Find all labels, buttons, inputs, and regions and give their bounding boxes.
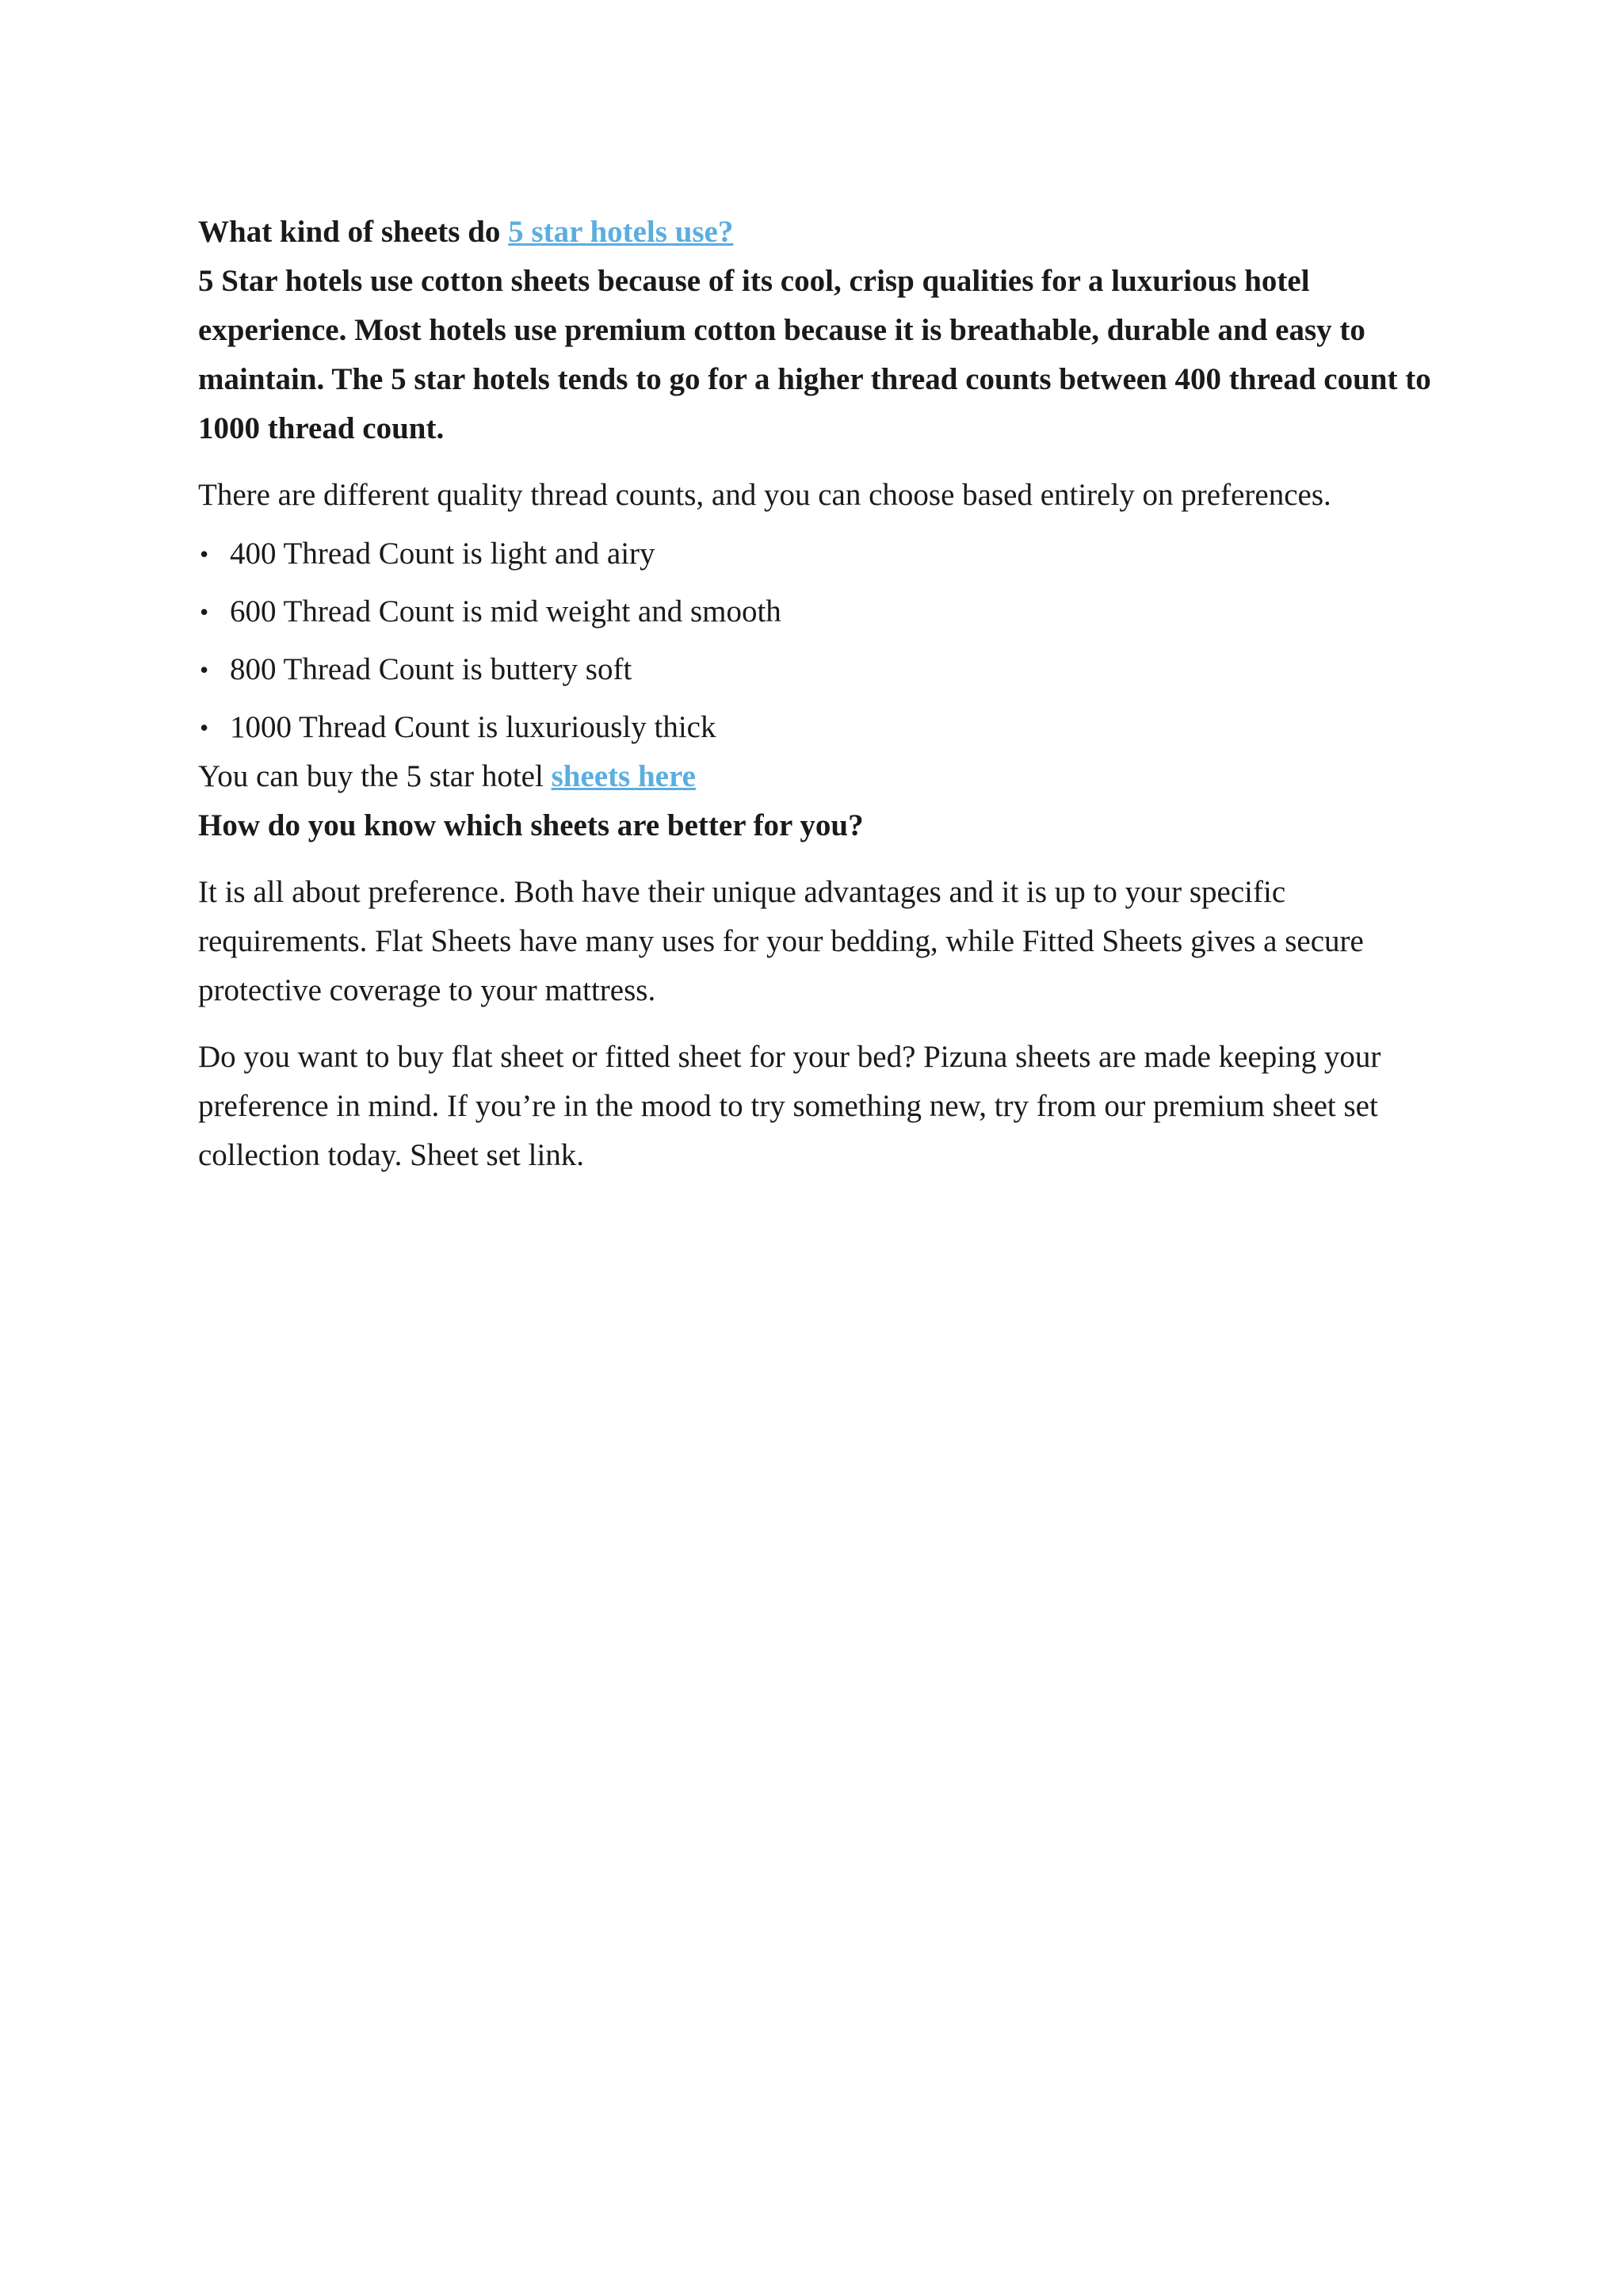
heading-text: What kind of sheets do <box>198 215 509 249</box>
sheets-here-link[interactable]: sheets here <box>551 759 696 793</box>
list-item-text: 1000 Thread Count is luxuriously thick <box>230 710 716 744</box>
list-item-text: 800 Thread Count is buttery soft <box>230 652 632 686</box>
intro-paragraph: There are different quality thread counts, and you can choose based entirely on preferences. <box>198 478 1331 512</box>
section-heading-hotels <box>198 208 1434 257</box>
section-heading-better-sheets: How do you know which sheets are better for you? <box>198 808 864 842</box>
list-item <box>198 587 1434 636</box>
list-item-text: 400 Thread Count is light and airy <box>230 537 655 571</box>
thread-count-list <box>198 529 1434 752</box>
bullet-icon: • <box>200 713 209 742</box>
five-star-hotels-link[interactable]: 5 star hotels use? <box>508 215 734 249</box>
document-page <box>198 208 1434 1180</box>
bullet-icon: • <box>200 540 209 568</box>
list-item <box>198 703 1434 752</box>
bullet-icon: • <box>200 655 209 684</box>
buy-line-text: You can buy the 5 star hotel <box>198 759 552 793</box>
preference-paragraph: It is all about preference. Both have their unique advantages and it is up to your specific requirements. Flat Sheets have many uses for your bedding, while Fitted Sheets gives a secure protective coverage to your mattress. <box>198 875 1364 1007</box>
buy-paragraph: Do you want to buy flat sheet or fitted sheet for your bed? Pizuna sheets are made keeping your preference in mind. If you’re in the mood to try something new, try from our premium sheet set collection today. Sheet set link. <box>198 1040 1381 1172</box>
list-item-text: 600 Thread Count is mid weight and smooth <box>230 594 781 628</box>
bold-summary-paragraph: 5 Star hotels use cotton sheets because of its cool, crisp qualities for a luxurious hotel experience. Most hotels use premium cotton because it is breathable, durable and easy to maintain. The 5 star hotels tends to go for a higher thread counts between 400 thread count to 1000 thread count. <box>198 264 1431 445</box>
bullet-icon: • <box>200 598 209 626</box>
list-item <box>198 529 1434 579</box>
list-item <box>198 645 1434 694</box>
buy-line <box>198 752 1434 801</box>
